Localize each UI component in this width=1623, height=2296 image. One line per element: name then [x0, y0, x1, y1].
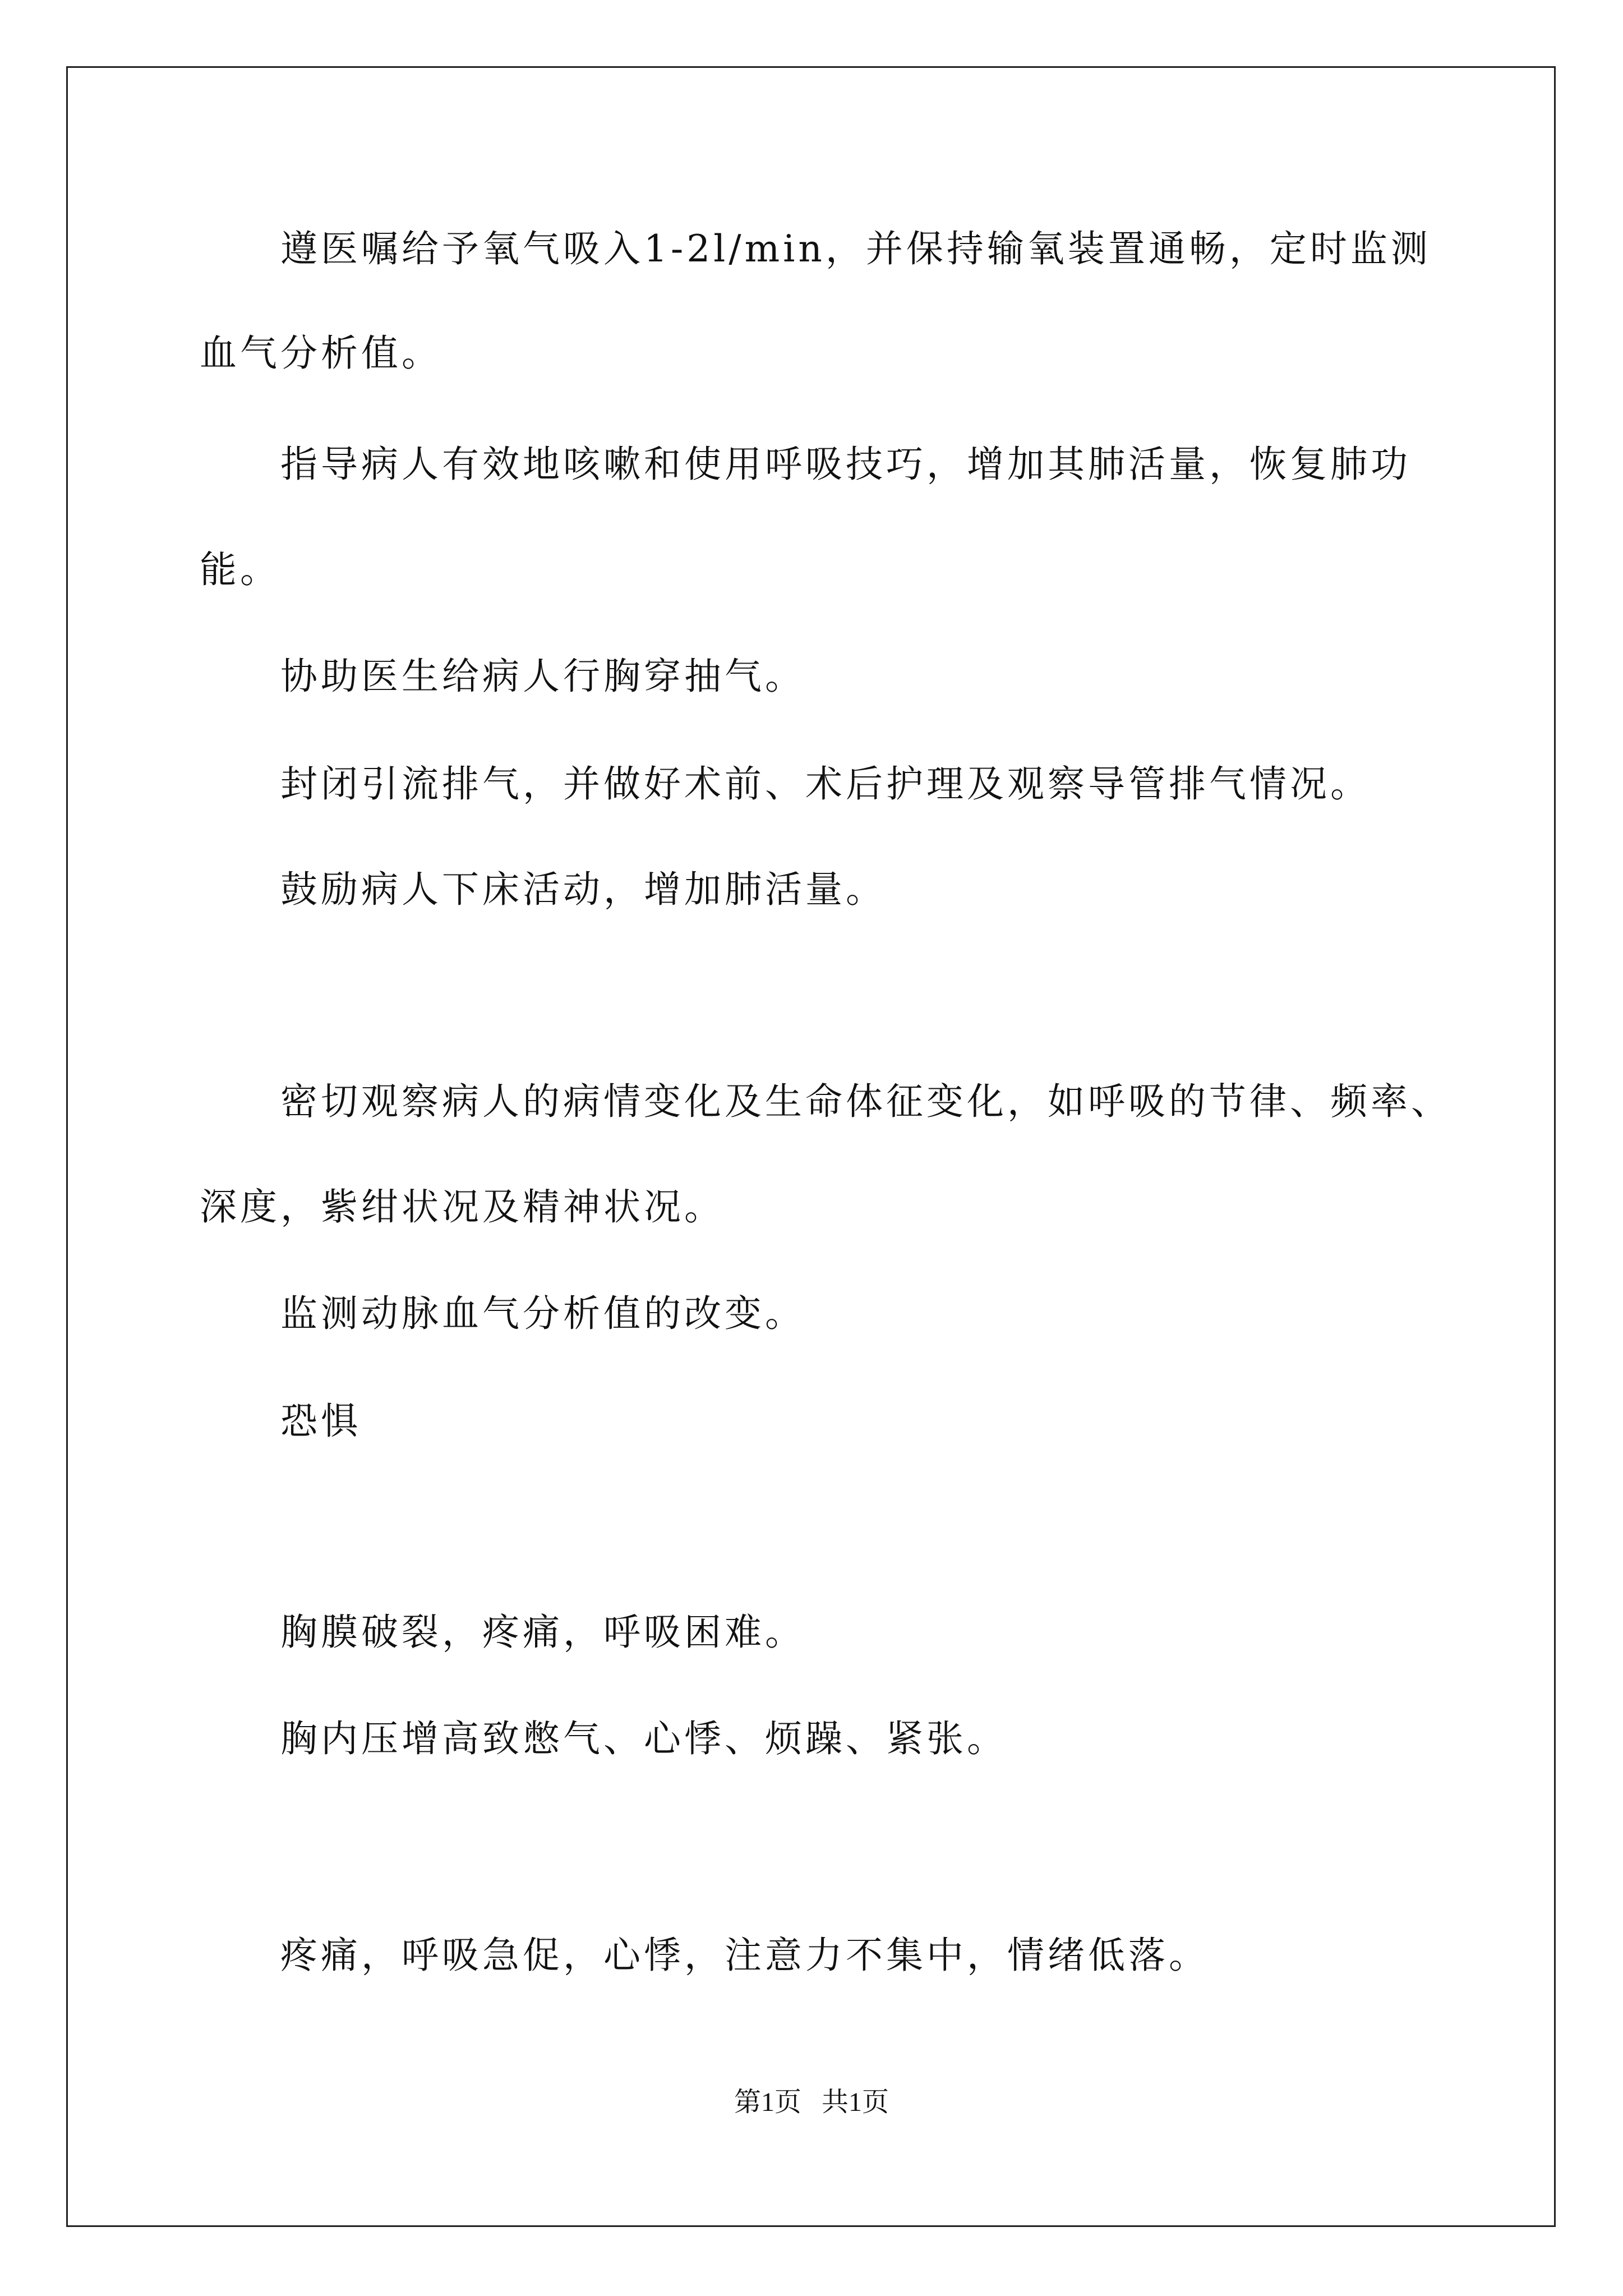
text-line-1: 遵医嘱给予氧气吸入1-2l/min，并保持输氧装置通畅，定时监测 [280, 227, 1431, 270]
text-line-5: 协助医生给病人行胸穿抽气。 [280, 655, 805, 698]
text-line-7: 鼓励病人下床活动，增加肺活量。 [280, 868, 886, 911]
text-line-10: 监测动脉血气分析值的改变。 [280, 1292, 805, 1335]
text-line-6: 封闭引流排气，并做好术前、术后护理及观察导管排气情况。 [280, 762, 1371, 806]
page-border [66, 66, 1556, 2227]
text-line-8: 密切观察病人的病情变化及生命体征变化，如呼吸的节律、频率、 [280, 1080, 1451, 1123]
page-footer: 第1页 共1页 [734, 2087, 889, 2117]
text-line-11: 恐惧 [280, 1400, 361, 1443]
text-line-4: 能。 [200, 548, 280, 591]
text-line-9: 深度，紫绀状况及精神状况。 [200, 1185, 725, 1228]
text-line-12: 胸膜破裂，疼痛，呼吸困难。 [280, 1611, 805, 1654]
text-line-13: 胸内压增高致憋气、心悸、烦躁、紧张。 [280, 1717, 1007, 1760]
text-line-2: 血气分析值。 [200, 332, 442, 375]
text-line-14: 疼痛，呼吸急促，心悸，注意力不集中，情绪低落。 [280, 1934, 1209, 1977]
text-line-3: 指导病人有效地咳嗽和使用呼吸技巧，增加其肺活量，恢复肺功 [280, 443, 1411, 486]
